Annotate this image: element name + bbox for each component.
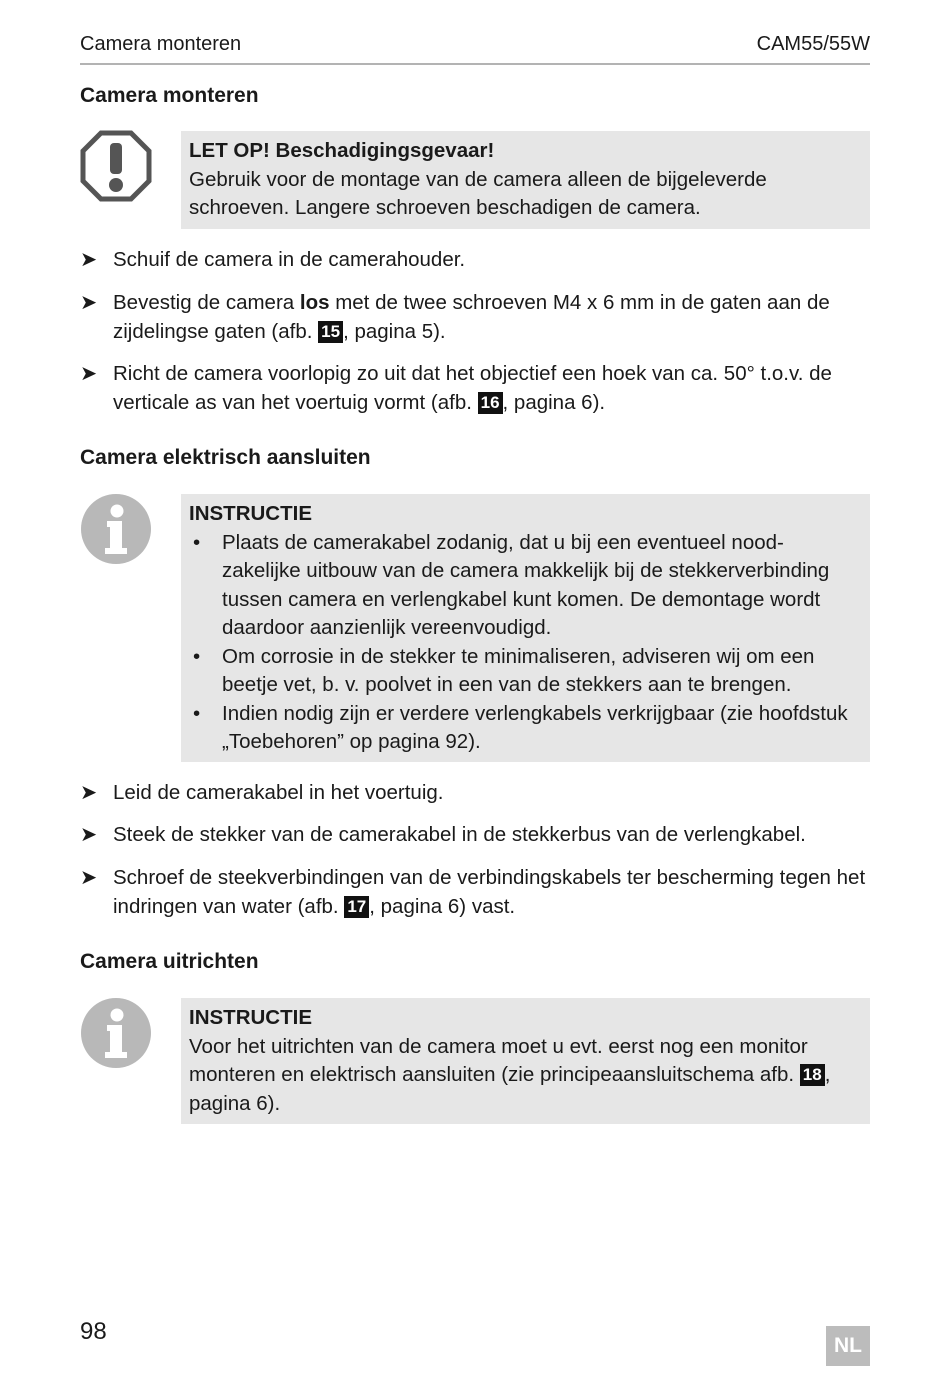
bullet-icon: • xyxy=(193,530,201,554)
info-icon xyxy=(80,997,152,1069)
info-icon xyxy=(80,493,152,565)
figure-ref: 15 xyxy=(318,321,343,343)
step-arrow-icon: ➤ xyxy=(80,248,98,271)
step-arrow-icon: ➤ xyxy=(80,362,98,385)
instruction-text: Voor het uitrichten van de camera moet u evt. eerst nog een monitor monteren en elektrisch aansluiten (zie principeaansluitschema afb. 18 , pagina 6). xyxy=(189,1034,831,1115)
step-item xyxy=(80,246,870,275)
section-heading-electrical: Camera elektrisch aansluiten xyxy=(80,446,371,469)
step-item xyxy=(80,864,870,921)
instruction-list xyxy=(189,529,862,757)
instruction-title: INSTRUCTIE xyxy=(189,502,312,525)
warning-notice xyxy=(181,131,870,229)
step-text: Steek de stekker van de camerakabel in de stekkerbus van de verlengkabel. xyxy=(113,823,806,846)
step-item xyxy=(80,779,870,808)
page-number: 98 xyxy=(80,1318,107,1345)
step-arrow-icon: ➤ xyxy=(80,781,98,804)
list-item: • Om corrosie in de stekker te minimaliseren, adviseren wij om een beetje vet, b. v. poolvet in een van de stekkers aan te brengen. xyxy=(193,644,815,696)
section-heading-align: Camera uitrichten xyxy=(80,950,259,973)
header-section-title: Camera monteren xyxy=(80,33,242,55)
step-text: Richt de camera voorlopig zo uit dat het objectief een hoek van ca. 50° t.o.v. de verticale as van het voertuig vormt (afb. 16 , pagina 6). xyxy=(113,362,832,414)
figure-ref: 17 xyxy=(344,896,369,918)
step-item xyxy=(80,821,870,850)
bullet-icon: • xyxy=(193,701,201,725)
header-model: CAM55/55W xyxy=(756,33,870,55)
figure-ref: 16 xyxy=(478,392,503,414)
bullet-icon: • xyxy=(193,644,201,668)
instruction-notice xyxy=(181,494,870,762)
step-text: Schuif de camera in de camerahouder. xyxy=(113,248,466,271)
step-item xyxy=(80,289,870,346)
step-arrow-icon: ➤ xyxy=(80,291,98,314)
step-text: Bevestig de camera los met de twee schroeven M4 x 6 mm in de gaten aan de zijdelingse gaten (afb. 15 , pagina 5). xyxy=(113,291,830,343)
list-item: • Indien nodig zijn er verdere verlengkabels verkrijgbaar (zie hoofdstuk „Toebehoren” op pagina 92). xyxy=(193,701,848,753)
running-header xyxy=(80,33,870,65)
instruction-title: INSTRUCTIE xyxy=(189,1006,312,1029)
step-arrow-icon: ➤ xyxy=(80,823,98,846)
step-item xyxy=(80,360,870,417)
warning-text: Gebruik voor de montage van de camera alleen de bijgeleverde schroeven. Langere schroeven beschadigen de camera. xyxy=(189,167,767,219)
warning-octagon-icon xyxy=(80,130,152,202)
emphasis: los xyxy=(299,291,330,314)
warning-title: LET OP! Beschadigingsgevaar! xyxy=(189,139,495,162)
step-arrow-icon: ➤ xyxy=(80,866,98,889)
language-badge: NL xyxy=(826,1326,870,1366)
figure-ref: 18 xyxy=(800,1064,825,1086)
instruction-notice xyxy=(181,998,870,1124)
section-heading-mount: Camera monteren xyxy=(80,84,259,107)
list-item: • Plaats de camerakabel zodanig, dat u bij een eventueel nood-zakelijke uitbouw van de camera makkelijk bij de stekkerverbinding tussen camera en verlengkabel kunt komen. De demontage wordt daardoor aanzienlijk vereenvoudigd. xyxy=(193,530,830,639)
step-text: Schroef de steekverbindingen van de verbindingskabels ter bescherming tegen het indringen van water (afb. 17 , pagina 6) vast. xyxy=(113,866,866,918)
step-text: Leid de camerakabel in het voertuig. xyxy=(113,781,444,804)
